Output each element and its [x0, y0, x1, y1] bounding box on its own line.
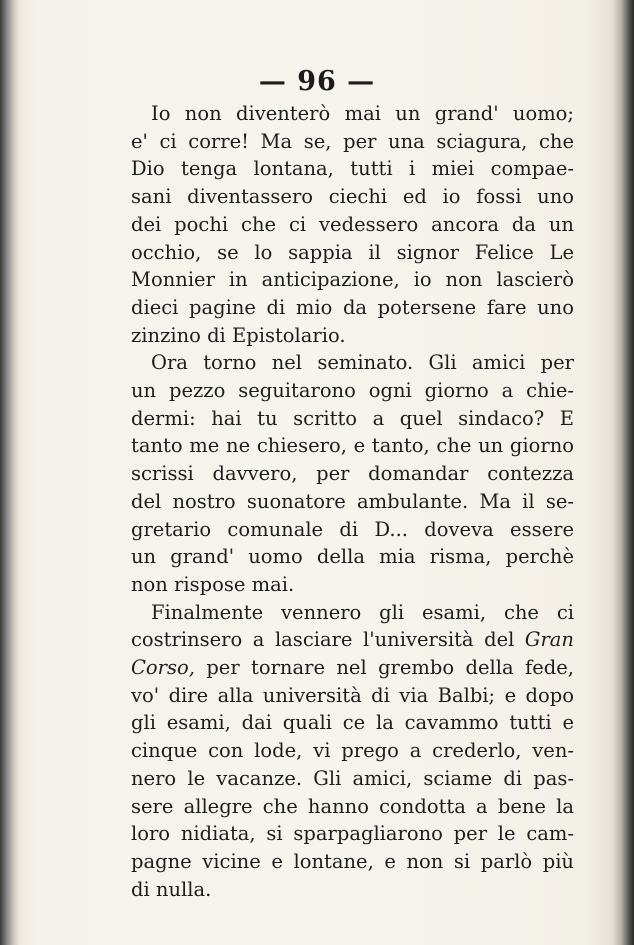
text-line: tanto me ne chiesero, e tanto, che un giorno	[131, 434, 574, 458]
body-text	[131, 100, 574, 903]
text-line: sani diventassero ciechi ed io fossi uno	[131, 185, 574, 209]
text-line: Ora torno nel seminato. Gli amici per	[151, 351, 574, 375]
italic-word: Corso,	[131, 656, 195, 680]
page-edge	[612, 0, 634, 945]
text-line: gretario comunale di D... doveva essere	[131, 517, 574, 541]
text-line: dei pochi che ci vedessero ancora da un	[131, 212, 574, 236]
text-line: occhio, se lo sappia il signor Felice Le	[131, 240, 574, 264]
binding-shadow	[0, 0, 20, 945]
text-line: zinzino di Epistolario.	[131, 323, 346, 347]
text-line: dieci pagine di mio da potersene fare uno	[131, 295, 574, 319]
text-line: di nulla.	[131, 877, 212, 901]
text-line: un grand' uomo della mia risma, perchè	[131, 545, 574, 569]
text-fragment: costrinsero a lasciare l'università del	[131, 628, 525, 652]
text-line: scrissi davvero, per domandar contezza	[131, 462, 574, 486]
text-line: nero le vacanze. Gli amici, sciame di pas-	[131, 766, 574, 790]
text-line: vo' dire alla università di via Balbi; e dopo	[131, 683, 574, 707]
text-line: dermi: hai tu scritto a quel sindaco? E	[131, 406, 574, 430]
italic-word: Gran	[524, 628, 574, 652]
text-line: del nostro suonatore ambulante. Ma il se-	[131, 489, 574, 513]
text-fragment: per tornare nel grembo della fede,	[194, 656, 574, 680]
text-line: pagne vicine e lontane, e non si parlò più	[131, 849, 574, 873]
text-line: sere allegre che hanno condotta a bene la	[131, 794, 574, 818]
text-line: Dio tenga lontana, tutti i miei compae-	[131, 157, 574, 181]
text-line: gli esami, dai quali ce la cavammo tutti e	[131, 711, 574, 735]
text-line: Io non diventerò mai un grand' uomo;	[151, 102, 574, 125]
text-line	[131, 626, 574, 654]
text-line: e' ci corre! Ma se, per una sciagura, che	[131, 129, 574, 153]
text-line: cinque con lode, vi prego a crederlo, ven-	[131, 739, 574, 763]
page-number: — 96 —	[258, 66, 376, 97]
text-line	[131, 654, 574, 682]
text-line: non rispose mai.	[131, 572, 295, 596]
text-line: Finalmente vennero gli esami, che ci	[151, 600, 574, 624]
text-line: Monnier in anticipazione, io non lascierò	[131, 268, 574, 292]
text-line: loro nidiata, si sparpagliarono per le cam-	[131, 822, 574, 846]
text-line: un pezzo seguitarono ogni giorno a chie-	[131, 379, 574, 403]
